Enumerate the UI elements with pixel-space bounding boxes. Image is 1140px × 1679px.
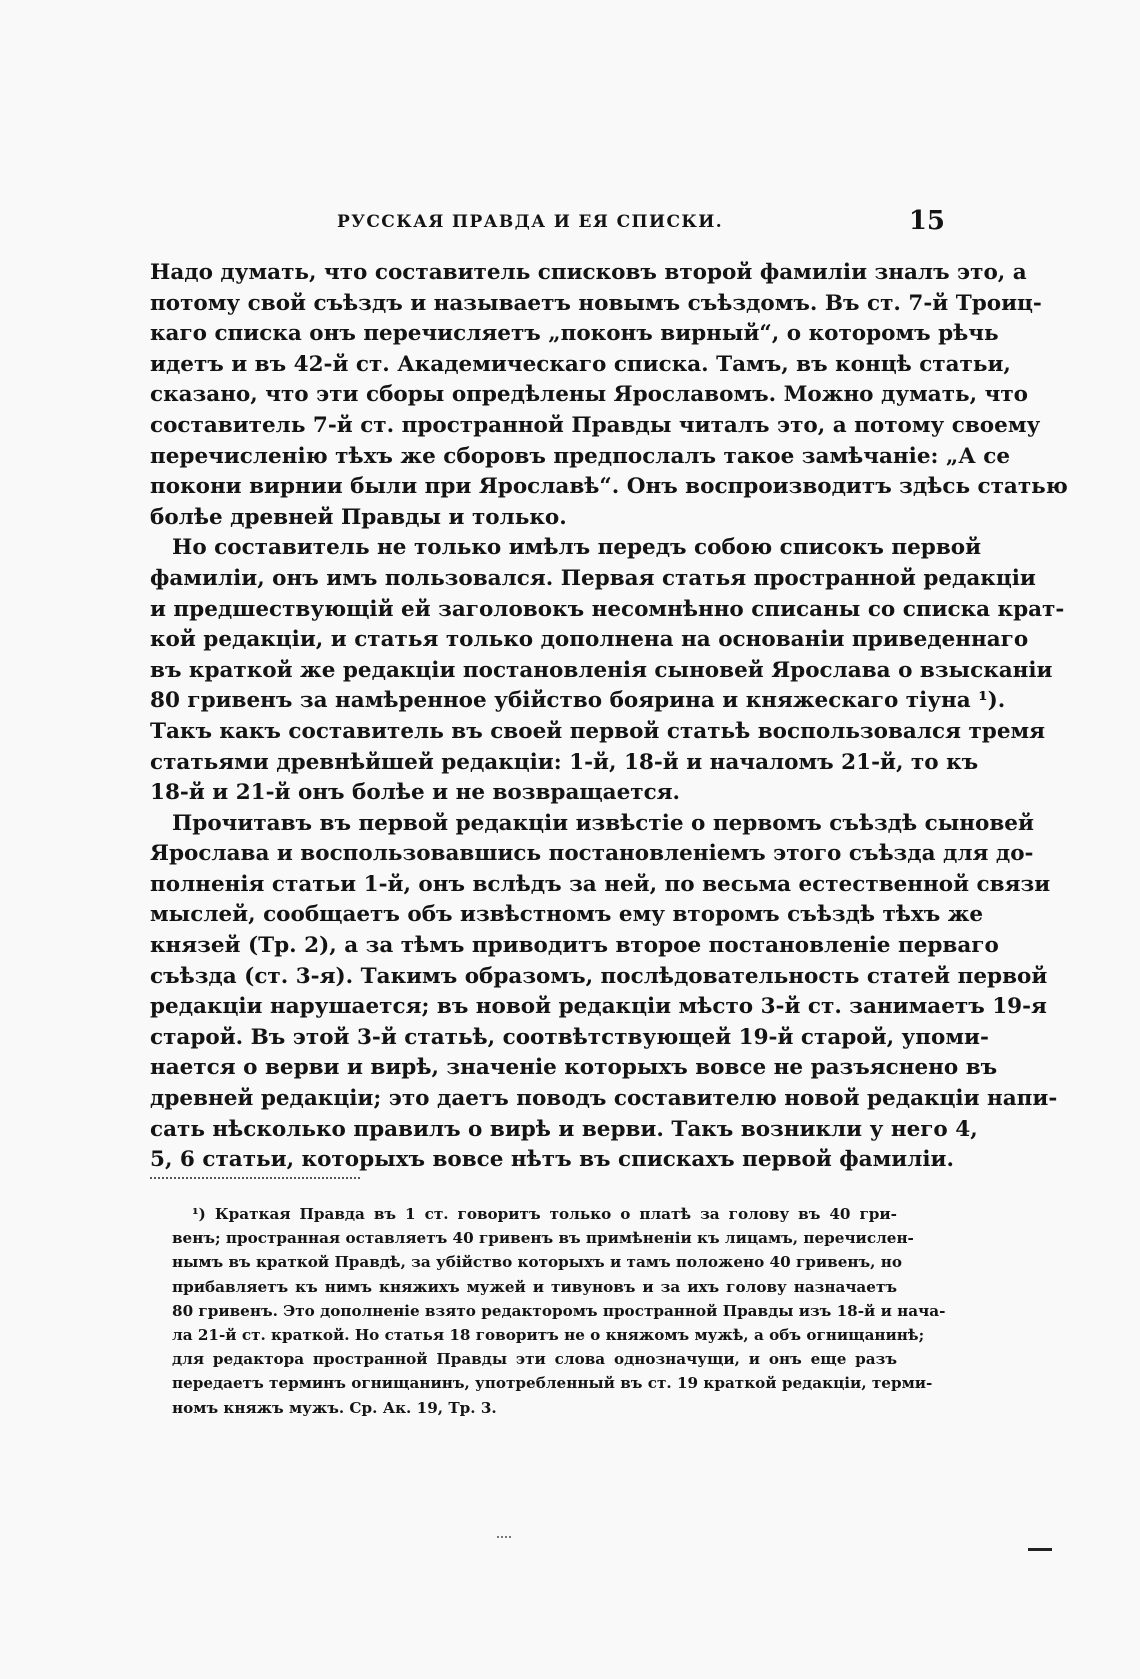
footnote	[172, 1202, 946, 1420]
text-line: и предшествующій ей заголовокъ несомнѣнно списаны со списка крат-	[150, 596, 1065, 622]
main-text	[150, 258, 1068, 1176]
page-number: 15	[908, 206, 945, 236]
text-line: мыслей, сообщаетъ объ извѣстномъ ему второмъ съѣздѣ тѣхъ же	[150, 902, 984, 928]
footnote-line: для редактора пространной Правды эти слова однозначущи, и онъ еще разъ	[172, 1350, 897, 1369]
text-line: Но составитель не только имѣлъ передъ собою списокъ первой	[172, 535, 982, 561]
page-header	[150, 208, 945, 238]
text-line: старой. Въ этой 3-й статьѣ, соотвѣтствующей 19-й старой, упоми-	[150, 1024, 989, 1050]
text-line: 80 гривенъ за намѣренное убійство боярина и княжескаго тіуна ¹).	[150, 688, 1006, 714]
text-line: сказано, что эти сборы опредѣлены Ярославомъ. Можно думать, что	[150, 382, 1028, 408]
text-line: древней редакціи; это даетъ поводъ составителю новой редакціи напи-	[150, 1086, 1058, 1112]
text-line: Надо думать, что составитель списковъ второй фамиліи зналъ это, а	[150, 260, 1027, 285]
text-line: князей (Тр. 2), а за тѣмъ приводитъ второе постановленіе перваго	[150, 933, 999, 959]
edge-mark	[1028, 1548, 1052, 1551]
text-line: покони вирнии были при Ярославѣ“. Онъ воспроизводитъ здѣсь статью	[150, 474, 1068, 500]
paragraph-1	[150, 258, 1068, 533]
footnote-line: номъ княжъ мужъ. Ср. Ак. 19, Тр. 3.	[172, 1398, 497, 1417]
text-line: идетъ и въ 42-й ст. Академическаго списка. Тамъ, въ концѣ статьи,	[150, 351, 1011, 377]
text-line: кой редакціи, и статья только дополнена на основаніи приведеннаго	[150, 627, 1029, 653]
text-line: 5, 6 статьи, которыхъ вовсе нѣтъ въ спискахъ первой фамиліи.	[150, 1147, 954, 1173]
footnote-line: прибавляетъ къ нимъ княжихъ мужей и тивуновъ и за ихъ голову назначаетъ	[172, 1277, 897, 1296]
paragraph-2	[150, 533, 1065, 808]
text-line: сать нѣсколько правилъ о вирѣ и верви. Такъ возникли у него 4,	[150, 1116, 978, 1142]
text-line: съѣзда (ст. 3-я). Такимъ образомъ, послѣдовательность статей первой	[150, 963, 1048, 989]
text-line: болѣе древней Правды и только.	[150, 504, 567, 530]
text-line: нается о верви и вирѣ, значеніе которыхъ вовсе не разъяснено въ	[150, 1055, 998, 1081]
text-line: въ краткой же редакціи постановленія сыновей Ярослава о взысканіи	[150, 657, 1053, 683]
footnote-line: 80 гривенъ. Это дополненіе взято редакторомъ пространной Правды изъ 18-й и нача-	[172, 1301, 946, 1320]
text-line: Такъ какъ составитель въ своей первой статьѣ воспользовался тремя	[150, 718, 1046, 744]
text-line: Прочитавъ въ первой редакціи извѣстіе о первомъ съѣздѣ сыновей	[172, 810, 1034, 836]
text-line: статьями древнѣйшей редакціи: 1-й, 18-й и началомъ 21-й, то къ	[150, 749, 979, 775]
footnote-line: ла 21-й ст. краткой. Но статья 18 говоритъ не о княжомъ мужѣ, а объ огнищанинѣ;	[172, 1326, 925, 1345]
text-line: редакціи нарушается; въ новой редакціи мѣсто 3-й ст. занимаетъ 19-я	[150, 994, 1047, 1020]
text-line: полненія статьи 1-й, онъ вслѣдъ за ней, по весьма естественной связи	[150, 871, 1051, 897]
footnote-separator	[150, 1177, 360, 1179]
text-line: Ярослава и воспользовавшись постановленіемъ этого съѣзда для до-	[150, 841, 1034, 867]
text-line: фамиліи, онъ имъ пользовался. Первая статья пространной редакціи	[150, 565, 1036, 591]
text-line: 18-й и 21-й онъ болѣе и не возвращается.	[150, 780, 681, 806]
text-line: перечисленію тѣхъ же сборовъ предпослалъ такое замѣчаніе: „А се	[150, 443, 1011, 469]
footnote-line: нымъ въ краткой Правдѣ, за убійство которыхъ и тамъ положено 40 гривенъ, но	[172, 1253, 902, 1272]
text-line: потому свой съѣздъ и называетъ новымъ съѣздомъ. Въ ст. 7-й Троиц-	[150, 290, 1042, 316]
scan-speck	[497, 1536, 511, 1538]
footnote-line: ¹) Краткая Правда въ 1 ст. говоритъ только о платѣ за голову въ 40 гри-	[192, 1205, 897, 1223]
text-line: каго списка онъ перечисляетъ „поконъ вирный“, о которомъ рѣчь	[150, 321, 999, 347]
footnote-line: передаетъ терминъ огнищанинъ, употребленный въ ст. 19 краткой редакціи, терми-	[172, 1374, 933, 1393]
text-line: составитель 7-й ст. пространной Правды читалъ это, а потому своему	[150, 412, 1041, 438]
footnote-line: венъ; пространная оставляетъ 40 гривенъ въ примѣненіи къ лицамъ, перечислен-	[172, 1229, 914, 1248]
paragraph-3	[150, 809, 1058, 1176]
running-title: РУССКАЯ ПРАВДА И ЕЯ СПИСКИ.	[336, 212, 724, 232]
